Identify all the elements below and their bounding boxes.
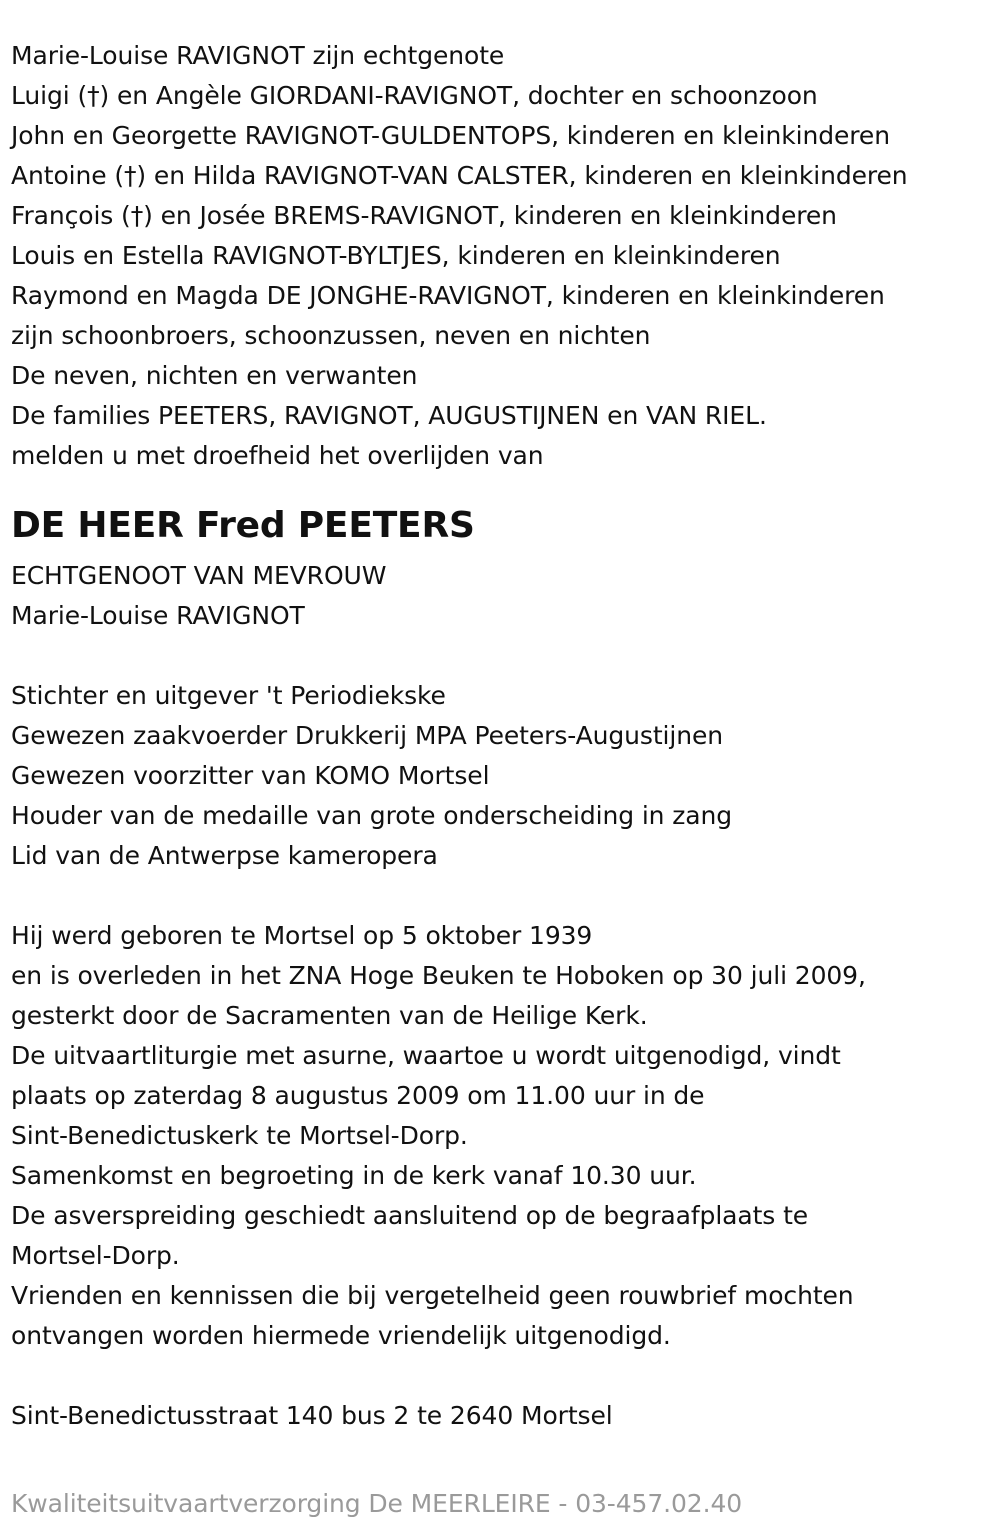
detail-line: Hij werd geboren te Mortsel op 5 oktober 1939: [11, 921, 593, 950]
titles-list: [11, 676, 991, 876]
deceased-name: DE HEER Fred PEETERS: [11, 505, 475, 546]
spacer: [11, 876, 991, 916]
mourner-line: zijn schoonbroers, schoonzussen, neven en nichten: [11, 321, 651, 350]
mourner-line: Louis en Estella RAVIGNOT-BYLTJES, kinderen en kleinkinderen: [11, 241, 781, 270]
title-line: Stichter en uitgever 't Periodiekske: [11, 681, 446, 710]
mourner-line: Antoine (†) en Hilda RAVIGNOT-VAN CALSTER, kinderen en kleinkinderen: [11, 161, 908, 190]
detail-line: Vrienden en kennissen die bij vergetelheid geen rouwbrief mochten: [11, 1281, 854, 1310]
spacer: [11, 1356, 991, 1396]
title-line: Houder van de medaille van grote onderscheiding in zang: [11, 801, 733, 830]
title-line: Gewezen zaakvoerder Drukkerij MPA Peeters-Augustijnen: [11, 721, 723, 750]
announcement-line: melden u met droefheid het overlijden van: [11, 441, 544, 470]
detail-line: De uitvaartliturgie met asurne, waartoe u wordt uitgenodigd, vindt: [11, 1041, 841, 1070]
detail-line: Sint-Benedictuskerk te Mortsel-Dorp.: [11, 1121, 468, 1150]
title-line: Gewezen voorzitter van KOMO Mortsel: [11, 761, 490, 790]
mourner-line: John en Georgette RAVIGNOT-GULDENTOPS, kinderen en kleinkinderen: [11, 121, 890, 150]
detail-line: ontvangen worden hiermede vriendelijk uitgenodigd.: [11, 1321, 671, 1350]
detail-line: en is overleden in het ZNA Hoge Beuken te Hoboken op 30 juli 2009,: [11, 961, 866, 990]
obituary-notice: [11, 36, 991, 1436]
detail-line: gesterkt door de Sacramenten van de Heilige Kerk.: [11, 1001, 648, 1030]
mourner-line: Luigi (†) en Angèle GIORDANI-RAVIGNOT, dochter en schoonzoon: [11, 81, 818, 110]
detail-line: De asverspreiding geschiedt aansluitend op de begraafplaats te: [11, 1201, 809, 1230]
spouse-name: Marie-Louise RAVIGNOT: [11, 601, 305, 630]
detail-line: Mortsel-Dorp.: [11, 1241, 180, 1270]
mourner-line: Marie-Louise RAVIGNOT zijn echtgenote: [11, 41, 505, 70]
title-line: Lid van de Antwerpse kameropera: [11, 841, 438, 870]
mourner-line: De families PEETERS, RAVIGNOT, AUGUSTIJNEN en VAN RIEL.: [11, 401, 767, 430]
mourner-line: De neven, nichten en verwanten: [11, 361, 418, 390]
address: Sint-Benedictusstraat 140 bus 2 te 2640 Mortsel: [11, 1401, 613, 1430]
spacer: [11, 636, 991, 676]
spouse-label: ECHTGENOOT VAN MEVROUW: [11, 561, 387, 590]
mourner-line: François (†) en Josée BREMS-RAVIGNOT, kinderen en kleinkinderen: [11, 201, 837, 230]
detail-line: plaats op zaterdag 8 augustus 2009 om 11.00 uur in de: [11, 1081, 705, 1110]
mourners-list: [11, 36, 991, 476]
funeral-details: [11, 916, 991, 1356]
detail-line: Samenkomst en begroeting in de kerk vanaf 10.30 uur.: [11, 1161, 697, 1190]
mourner-line: Raymond en Magda DE JONGHE-RAVIGNOT, kinderen en kleinkinderen: [11, 281, 885, 310]
funeral-director-footer: Kwaliteitsuitvaartverzorging De MEERLEIRE - 03-457.02.40: [11, 1489, 743, 1518]
